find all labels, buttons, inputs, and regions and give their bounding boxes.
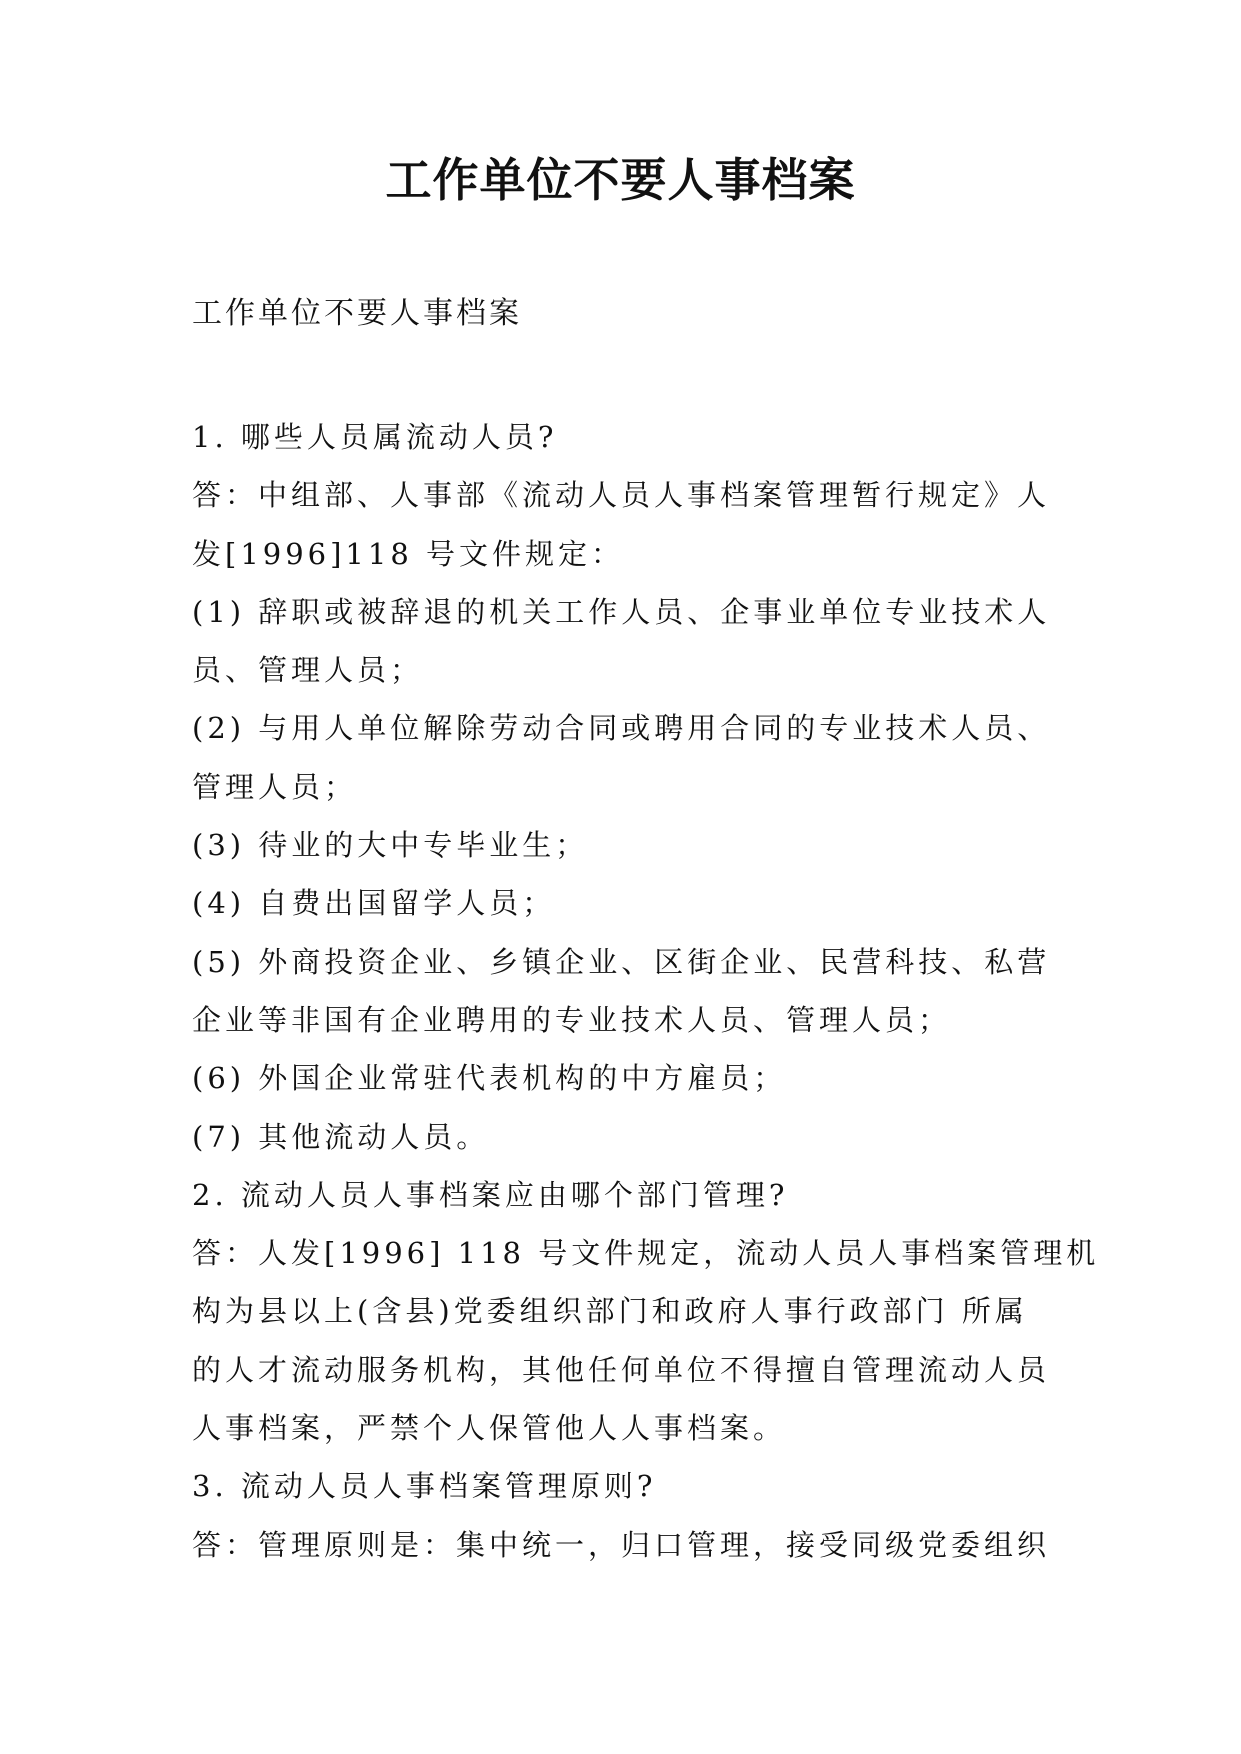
body-line: 管理人员；: [192, 769, 358, 804]
body-line: 发[1996]118 号文件规定：: [192, 536, 625, 571]
body-line: 构为县以上(含县)党委组织部门和政府人事行政部门 所属: [192, 1294, 1028, 1329]
body-line: 员、管理人员；: [192, 653, 424, 688]
body-line: 人事档案，严禁个人保管他人人事档案。: [192, 1411, 787, 1446]
body-line: 的人才流动服务机构，其他任何单位不得擅自管理流动人员: [192, 1352, 1051, 1387]
body-line: 3. 流动人员人事档案管理原则?: [192, 1469, 657, 1504]
body-line: (2) 与用人单位解除劳动合同或聘用合同的专业技术人员、: [192, 711, 1051, 746]
body-line: (6) 外国企业常驻代表机构的中方雇员；: [192, 1061, 787, 1096]
document-body: [192, 408, 1100, 1574]
body-line: 答：管理原则是：集中统一，归口管理，接受同级党委组织: [192, 1527, 1051, 1562]
body-line: (7) 其他流动人员。: [192, 1119, 490, 1154]
document-subtitle: 工作单位不要人事档案: [192, 296, 522, 331]
body-line: (3) 待业的大中专毕业生；: [192, 828, 589, 863]
body-line: 答：中组部、人事部《流动人员人事档案管理暂行规定》人: [192, 478, 1051, 513]
body-line: 2. 流动人员人事档案应由哪个部门管理?: [192, 1177, 789, 1212]
body-line: 答：人发[1996] 118 号文件规定，流动人员人事档案管理机: [192, 1236, 1100, 1271]
body-line: (4) 自费出国留学人员；: [192, 886, 556, 921]
body-line: 企业等非国有企业聘用的专业技术人员、管理人员；: [192, 1002, 952, 1037]
body-line: (5) 外商投资企业、乡镇企业、区街企业、民营科技、私营: [192, 944, 1051, 979]
body-line: (1) 辞职或被辞退的机关工作人员、企事业单位专业技术人: [192, 594, 1051, 629]
body-line: 1. 哪些人员属流动人员?: [192, 420, 558, 454]
document-title: 工作单位不要人事档案: [385, 153, 856, 207]
